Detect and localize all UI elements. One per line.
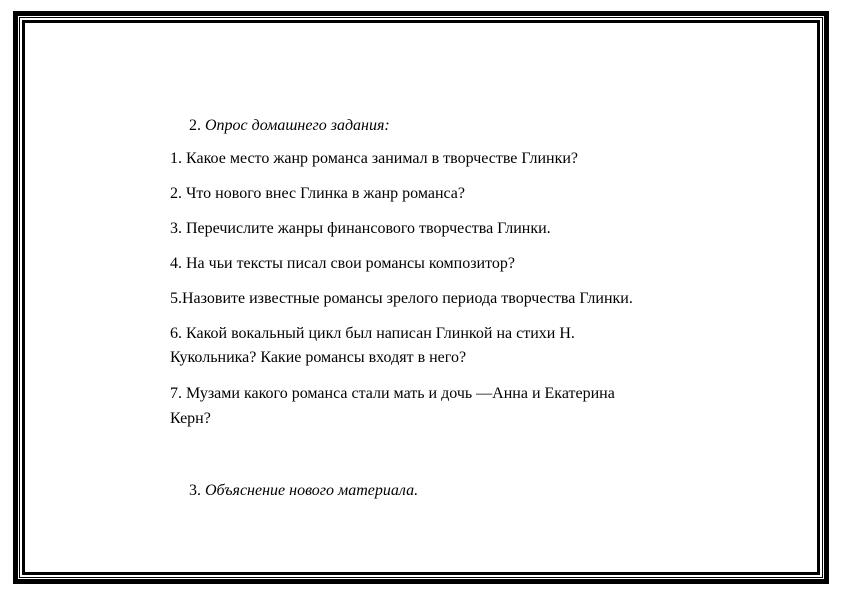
question-3: 3. Перечислите жанры финансового творчества Глинки. <box>170 220 551 237</box>
section-title: Опрос домашнего задания: <box>205 117 390 134</box>
question-7-line-2: Керн? <box>170 410 211 427</box>
question-7-line-1: 7. Музами какого романса стали мать и дочь —Анна и Екатерина <box>170 385 615 402</box>
section-number: 2. <box>189 117 201 134</box>
section-heading-homework <box>189 112 390 140</box>
section-number: 3. <box>189 482 201 499</box>
question-5: 5.Назовите известные романсы зрелого периода творчества Глинки. <box>170 290 633 307</box>
question-4: 4. На чьи тексты писал свои романсы композитор? <box>170 255 515 272</box>
question-6-line-2: Кукольника? Какие романсы входят в него? <box>170 349 467 366</box>
question-1: 1. Какое место жанр романса занимал в творчестве Глинки? <box>170 150 578 167</box>
question-6-line-1: 6. Какой вокальный цикл был написан Глинкой на стихи Н. <box>170 325 575 342</box>
section-heading-new-material <box>189 477 418 505</box>
section-title: Объяснение нового материала. <box>205 482 419 499</box>
question-2: 2. Что нового внес Глинка в жанр романса? <box>170 185 466 202</box>
